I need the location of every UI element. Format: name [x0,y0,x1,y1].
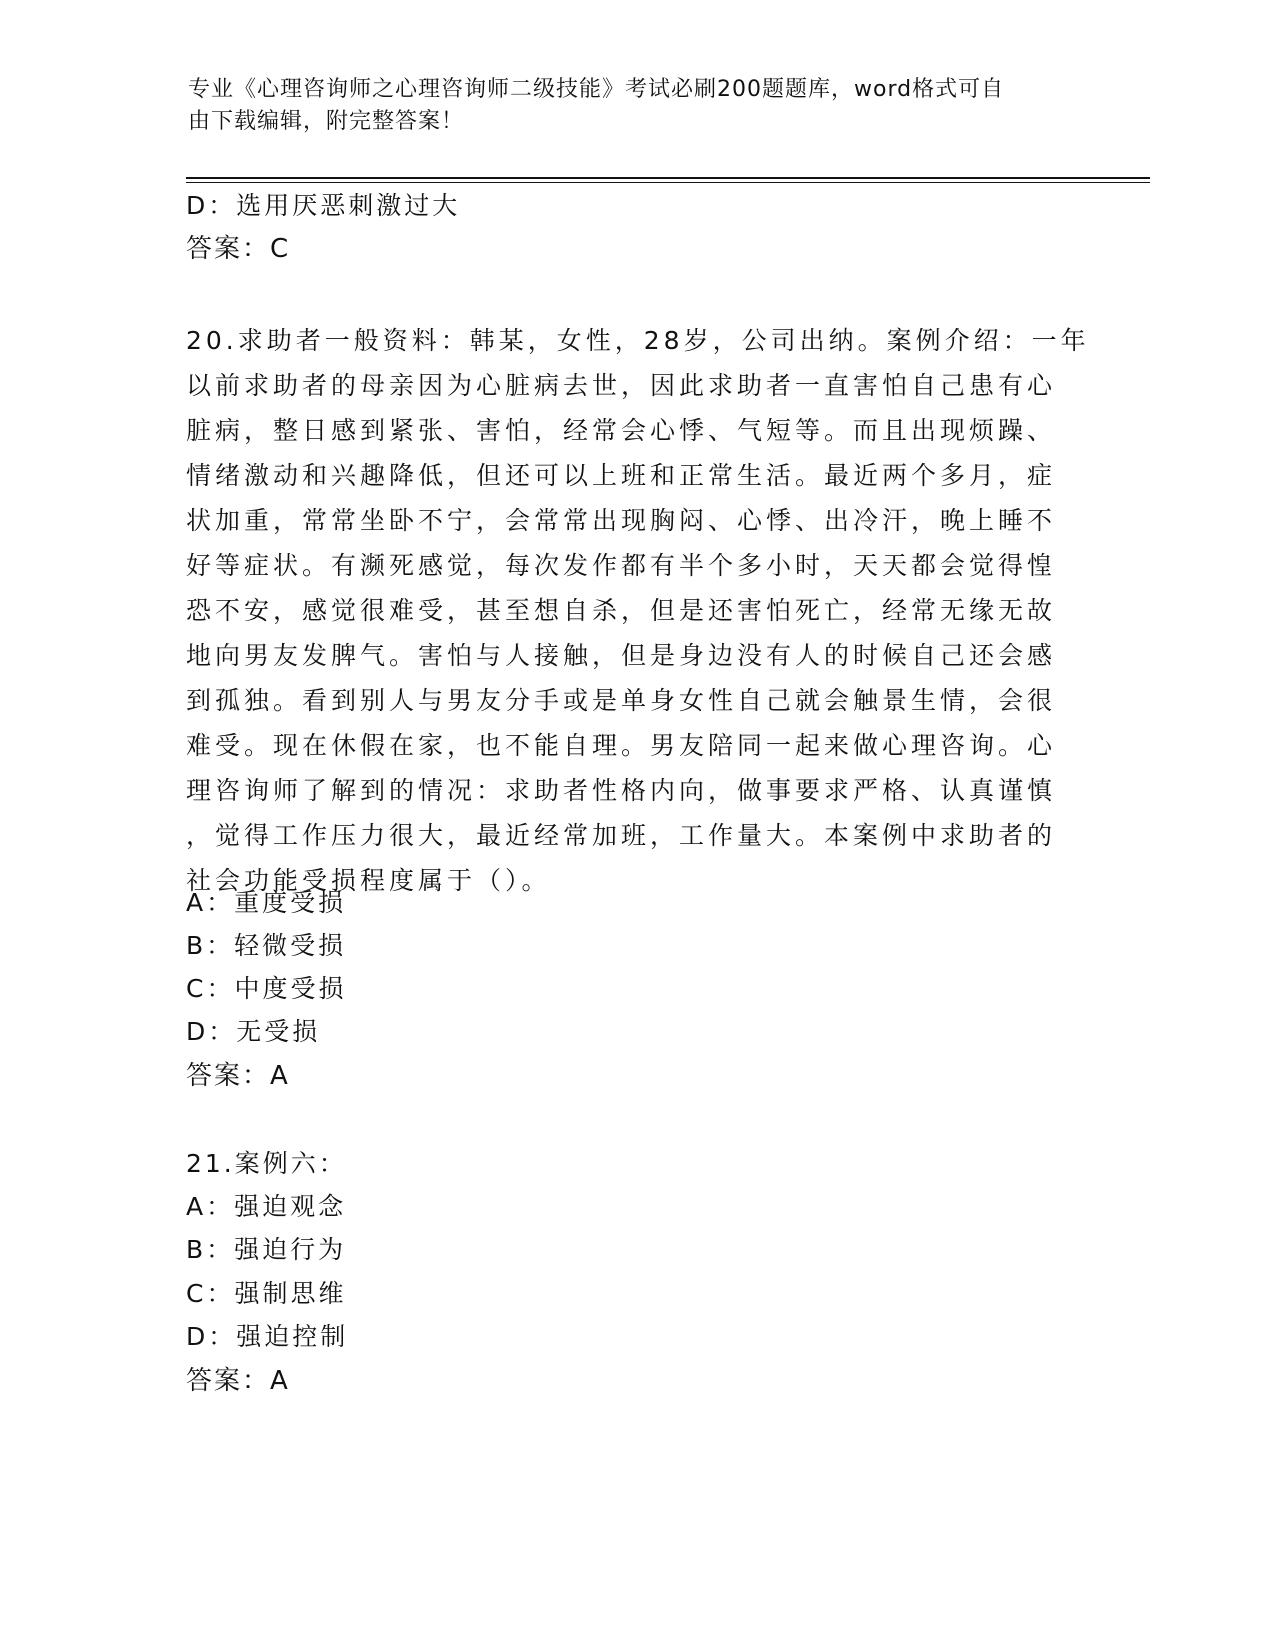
q20-option-a: A：重度受损 [186,888,347,917]
header-title-line-1: 专业《心理咨询师之心理咨询师二级技能》考试必刷200题题库，word格式可自 [188,77,1005,102]
q20-line-13: 社会功能受损程度属于（）。 [186,866,551,895]
q20-line-1: 20.求助者一般资料：韩某，女性，28岁，公司出纳。案例介绍：一年 [186,326,1090,355]
q20-line-7: 恐不安，感觉很难受，甚至想自杀，但是还害怕死亡，经常无缘无故 [186,596,1057,625]
q20-line-10: 难受。现在休假在家，也不能自理。男友陪同一起来做心理咨询。心 [186,731,1057,760]
q21-answer: 答案：A [186,1366,290,1396]
prev-answer: 答案：C [186,234,291,264]
q20-line-9: 到孤独。看到别人与男友分手或是单身女性自己就会触景生情，会很 [186,686,1057,715]
q20-line-8: 地向男友发脾气。害怕与人接触，但是身边没有人的时候自己还会感 [186,641,1057,670]
q20-line-5: 状加重，常常坐卧不宁，会常常出现胸闷、心悸、出冷汗，晚上睡不 [186,506,1057,535]
q20-line-12: ，觉得工作压力很大，最近经常加班，工作量大。本案例中求助者的 [186,821,1057,850]
q20-line-4: 情绪激动和兴趣降低，但还可以上班和正常生活。最近两个多月，症 [186,461,1057,490]
q20-option-d: D：无受损 [186,1017,321,1046]
header-divider-thin [186,182,1150,183]
header-title-line-2: 由下载编辑，附完整答案！ [188,109,465,134]
document-header [188,74,1068,138]
question-21-stem: 21.案例六： [186,1149,347,1178]
q20-answer: 答案：A [186,1061,290,1091]
header-divider-thick [186,177,1150,179]
q20-option-c: C：中度受损 [186,974,347,1003]
q21-option-d: D：强迫控制 [186,1322,349,1351]
q20-line-11: 理咨询师了解到的情况：求助者性格内向，做事要求严格、认真谨慎 [186,776,1057,805]
question-20-stem [186,318,1090,903]
q20-line-3: 脏病，整日感到紧张、害怕，经常会心悸、气短等。而且出现烦躁、 [186,416,1057,445]
q20-line-6: 好等症状。有濒死感觉，每次发作都有半个多小时，天天都会觉得惶 [186,551,1057,580]
q20-option-b: B：轻微受损 [186,931,347,960]
q21-option-b: B：强迫行为 [186,1235,347,1264]
prev-option-d: D：选用厌恶刺激过大 [186,191,461,220]
q21-option-a: A：强迫观念 [186,1192,347,1221]
q20-line-2: 以前求助者的母亲因为心脏病去世，因此求助者一直害怕自己患有心 [186,371,1057,400]
q21-option-c: C：强制思维 [186,1279,347,1308]
